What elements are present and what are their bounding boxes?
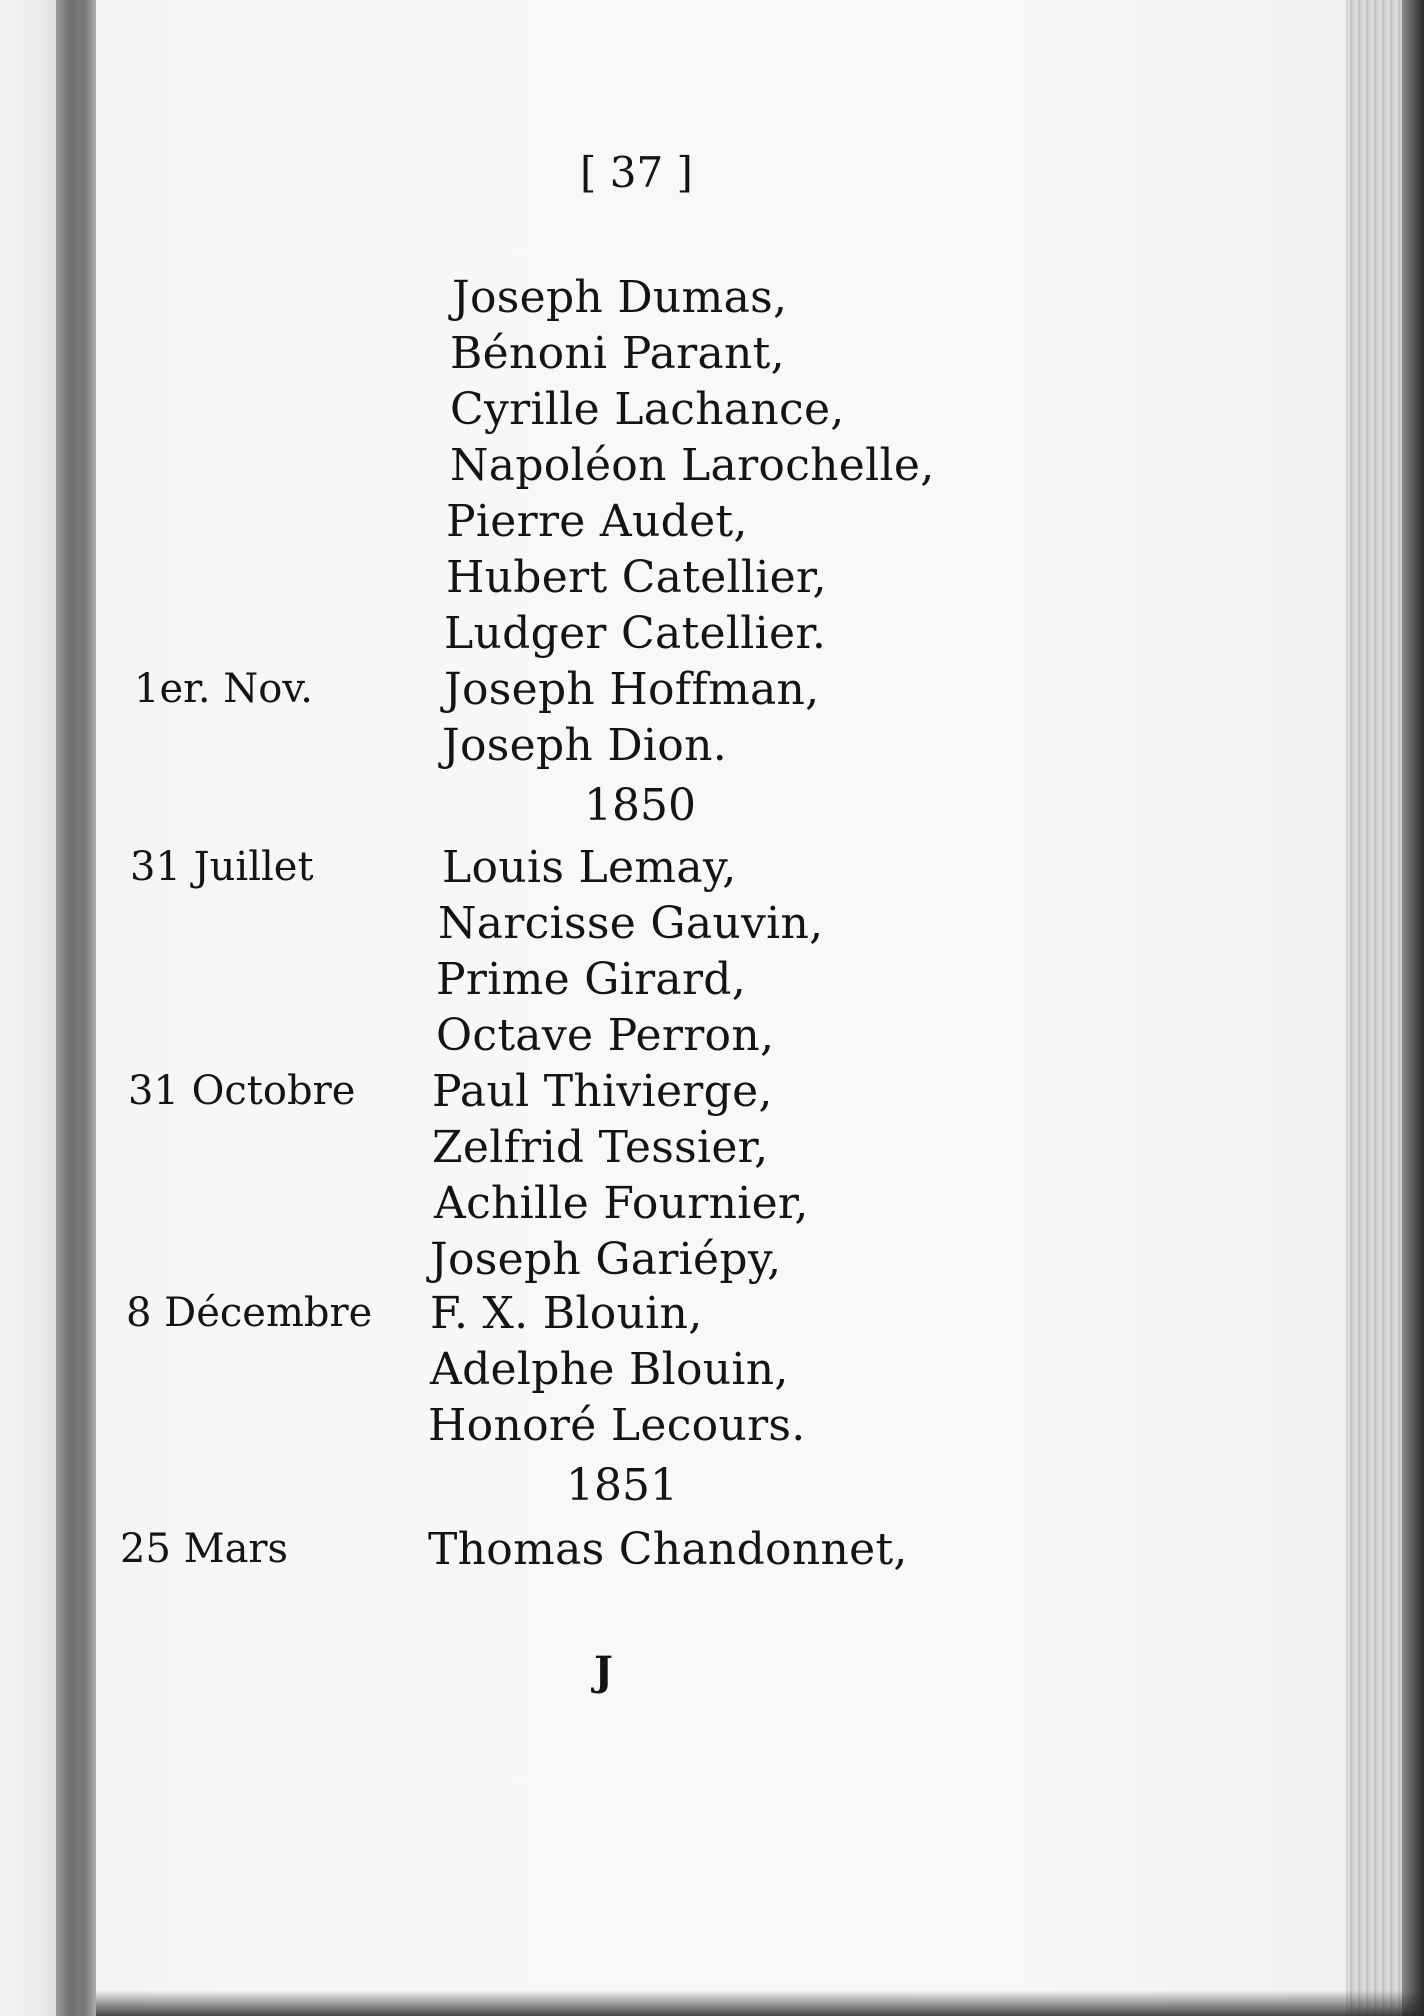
list-item-date: 8 Décembre	[126, 1290, 373, 1336]
page-edges	[1346, 0, 1424, 2016]
list-item-name: Paul Thivierge,	[432, 1066, 773, 1117]
year-heading-1851: 1851	[566, 1460, 678, 1511]
list-item-name: Zelfrid Tessier,	[432, 1122, 769, 1173]
page-number: [ 37 ]	[580, 148, 693, 197]
list-item-date: 31 Juillet	[130, 844, 314, 890]
list-item-name: Joseph Hoffman,	[444, 664, 820, 715]
list-item-date: 31 Octobre	[128, 1068, 356, 1114]
list-item-name: F. X. Blouin,	[430, 1288, 703, 1339]
list-item-name: Louis Lemay,	[442, 842, 737, 893]
list-item-name: Adelphe Blouin,	[430, 1344, 789, 1395]
list-item-name: Ludger Catellier.	[444, 608, 827, 659]
list-item-name: Napoléon Larochelle,	[450, 440, 935, 491]
list-item-name: Joseph Dumas,	[452, 272, 788, 323]
signature-mark: J	[594, 1648, 613, 1695]
book-gutter	[56, 0, 98, 2016]
list-item-name: Octave Perron,	[436, 1010, 775, 1061]
year-heading-1850: 1850	[584, 780, 696, 831]
list-item-name: Achille Fournier,	[434, 1178, 809, 1229]
previous-page-edge	[0, 0, 62, 2016]
list-item-name: Joseph Dion.	[442, 720, 728, 771]
list-item-date: 25 Mars	[120, 1526, 289, 1572]
list-item-name: Hubert Catellier,	[446, 552, 827, 603]
list-item-name: Pierre Audet,	[446, 496, 748, 547]
list-item-name: Narcisse Gauvin,	[438, 898, 824, 949]
list-item-date: 1er. Nov.	[134, 666, 313, 712]
list-item-name: Bénoni Parant,	[450, 328, 785, 379]
list-item-name: Thomas Chandonnet,	[428, 1524, 908, 1575]
list-item-name: Joseph Gariépy,	[430, 1234, 782, 1285]
list-item-name: Honoré Lecours.	[428, 1400, 806, 1451]
list-item-name: Cyrille Lachance,	[450, 384, 845, 435]
bottom-shadow	[96, 1990, 1424, 2016]
list-item-name: Prime Girard,	[436, 954, 747, 1005]
